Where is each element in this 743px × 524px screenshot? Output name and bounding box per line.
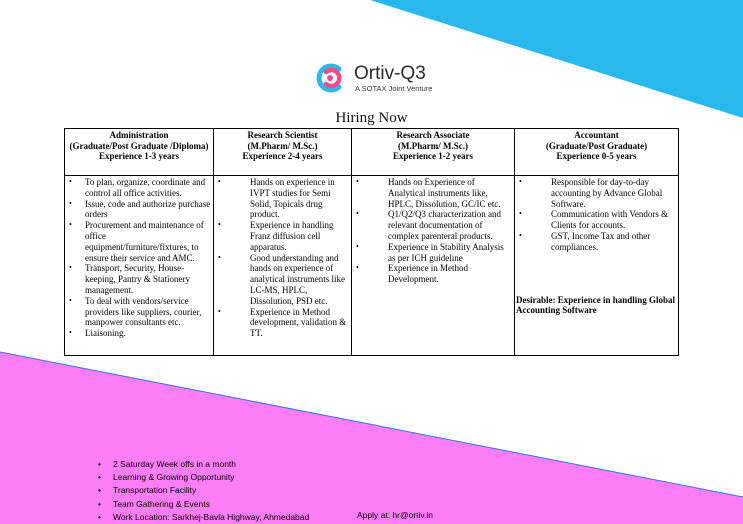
job-header-administration: [65, 129, 214, 176]
duty-item: • Responsible for day-to-day accounting by Advance Global Software.: [515, 177, 678, 209]
duty-list: [352, 177, 514, 285]
job-title: Research Associate: [396, 130, 470, 140]
duty-item: • Q1/Q2/Q3 characterization and relevant documentation of complex parenteral products.: [352, 209, 514, 241]
desirable-note: Desirable: Experience in handling Global Accounting Software: [516, 294, 676, 316]
benefits-list: [96, 458, 309, 524]
duty-item: • To deal with vendors/service providers like suppliers, courier, manpower consultants etc.: [65, 296, 213, 328]
job-title: Accountant: [574, 130, 619, 140]
duty-list: [515, 177, 678, 253]
jobs-duties-row: [65, 176, 679, 356]
benefit-item: • Work Location: Sarkhej-Bavla Highway, Ahmedabad: [96, 511, 309, 524]
benefit-item: • Transportation Facility: [96, 484, 309, 497]
duty-item: • Hands on experience in IVPT studies for Semi Solid, Topicals drug product.: [214, 177, 351, 220]
duties-research-associate: [352, 176, 515, 356]
company-logo: [312, 63, 432, 93]
duties-research-scientist: [214, 176, 352, 356]
duty-item: • Issue, code and authorize purchase orders: [65, 199, 213, 221]
jobs-table: [64, 128, 679, 356]
duty-item: • Procurement and maintenance of office equipment/furniture/fixtures, to ensure their service and AMC.: [65, 220, 213, 263]
benefit-item: • 2 Saturday Week offs in a month: [96, 458, 309, 471]
duty-list: [65, 177, 213, 339]
duty-item: • Experience in Method development, validation & TT.: [214, 307, 351, 339]
q-logo-icon: [312, 63, 348, 93]
job-experience: Experience 0-5 years: [556, 151, 637, 161]
duties-administration: [65, 176, 214, 356]
duty-item: • Good understanding and hands on experience of analytical instruments like LC-MS, HPLC, Dissolution, PSD etc.: [214, 253, 351, 307]
job-qualification: (M.Pharm/ M.Sc.): [247, 140, 318, 151]
page-heading: Hiring Now: [335, 110, 408, 126]
job-experience: Experience 1-2 years: [393, 151, 473, 161]
job-header-research-associate: [352, 129, 515, 176]
brand-tagline: A SOTAX Joint Venture: [355, 83, 433, 93]
duties-accountant: [515, 176, 679, 356]
duty-item: • GST, Income Tax and other compliances.: [515, 231, 678, 253]
duty-item: • Experience in Method Development.: [352, 263, 514, 285]
job-experience: Experience 2-4 years: [242, 151, 323, 161]
duty-item: • Hands on Experience of Analytical instruments like, HPLC, Dissolution, GC/IC etc.: [352, 177, 514, 209]
benefit-item: • Learning & Growing Opportunity: [96, 471, 309, 484]
duty-item: • Experience in Stability Analysis as per ICH guideline: [352, 242, 514, 264]
duty-item: • Communication with Vendors & Clients for accounts.: [515, 209, 678, 231]
jobs-header-row: [65, 129, 679, 176]
duty-item: • Experience in handling Franz diffusion cell apparatus.: [214, 220, 351, 252]
job-qualification: (M.Pharm/ M.Sc.): [398, 140, 468, 151]
job-header-accountant: [515, 129, 679, 176]
job-experience: Experience 1-3 years: [99, 151, 179, 161]
duty-item: • Liaisoning.: [65, 328, 213, 339]
duty-list: [214, 177, 351, 339]
duty-item: • To plan, organize, coordinate and control all office activities.: [65, 177, 213, 199]
benefit-item: • Team Gathering & Events: [96, 498, 309, 511]
duty-item: • Transport, Security, House-keeping, Pantry & Stationery management.: [65, 263, 213, 295]
brand-name: Ortiv-Q3: [354, 62, 426, 84]
job-title: Administration: [109, 130, 169, 140]
job-qualification: (Graduate/Post Graduate): [545, 140, 648, 151]
job-header-research-scientist: [214, 129, 352, 176]
job-title: Research Scientist: [247, 130, 318, 140]
apply-contact: Apply at: hr@ortiv.in: [357, 510, 434, 520]
job-qualification: (Graduate/Post Graduate /Diploma): [69, 140, 209, 151]
top-blue-band: [370, 0, 743, 118]
